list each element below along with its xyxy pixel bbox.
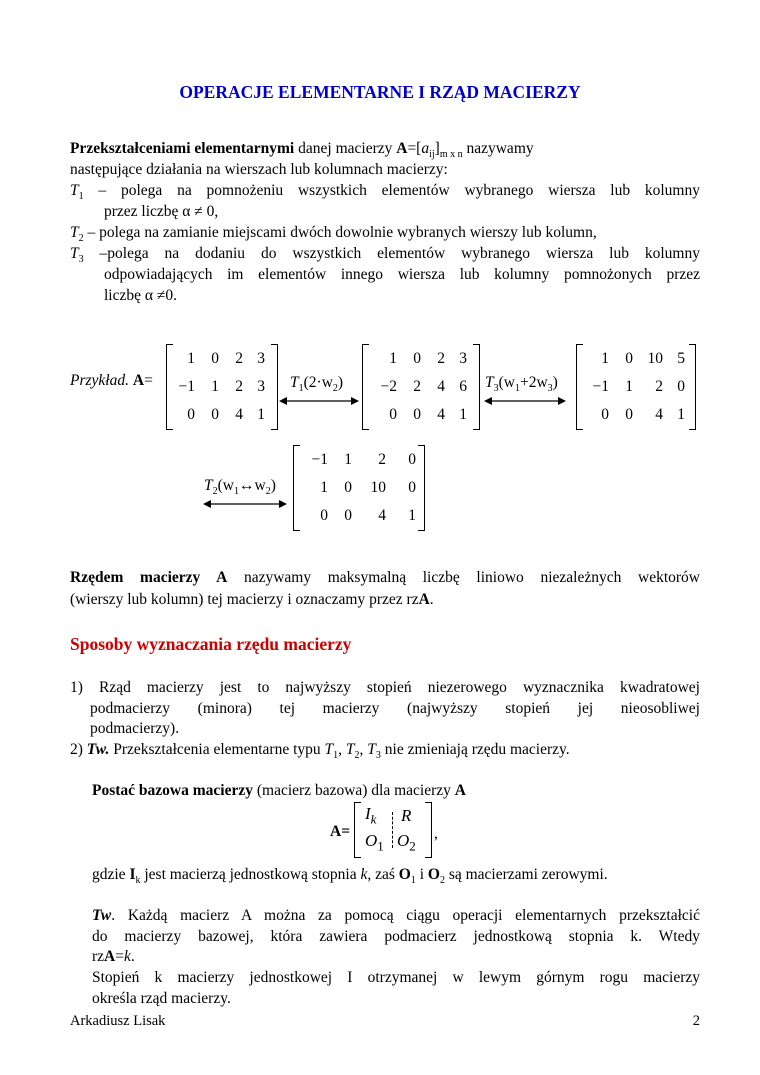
basis-eq-label: A= <box>330 823 351 840</box>
page-title: OPERACJE ELEMENTARNE I RZĄD MACIERZY <box>179 82 581 102</box>
method1-line-1: 1) Rząd macierzy jest to najwyższy stopień niezerowego wyznacznika kwadratowej <box>70 679 700 696</box>
basis-o1: $O_1$ <box>365 831 384 854</box>
op1-label: $T_1(2\cdot w_2)$ <box>290 374 344 395</box>
footer-page-number: 2 <box>692 1013 700 1029</box>
rank-def-line-1: Rzędem macierzy A nazywamy maksymalną liczbę liniowo niezależnych wektorów <box>70 569 700 586</box>
method2-line: 2) Tw. Przekształcenia elementarne typu $T_1$, $T_2$, $T_3$ nie zmieniają rzędu macierzy. <box>70 741 570 762</box>
t2-line-1: $T_2$ – polega na zamianie miejscami dwóch dowolnie wybranych wierszy lub kolumn, <box>70 224 597 245</box>
matrix-2: 1 0 2 3 −2 2 4 6 0 0 4 1 <box>362 344 480 430</box>
basis-divider <box>392 812 393 848</box>
matrix-1: 1 0 2 3 −1 1 2 3 0 0 4 1 <box>166 344 278 430</box>
t1-line-2: przez liczbę α ≠ 0, <box>104 203 219 220</box>
theorem-line-3: rzA=k. <box>92 948 135 965</box>
t1-line-1: $T_1$ – polega na pomnożeniu wszystkich elementów wybranego wiersza lub kolumny <box>70 182 700 203</box>
basis-line: Postać bazowa macierzy (macierz bazowa) dla macierzy A <box>92 782 466 799</box>
intro-line-2: następujące działania na wierszach lub kolumnach macierzy: <box>70 161 448 178</box>
example-label: Przykład. A= <box>70 372 153 389</box>
op3-label: $T_2(w_1\leftrightarrow w_2)$ <box>204 477 276 498</box>
matrix-3: 1 0 10 5 −1 1 2 0 0 0 4 1 <box>576 344 696 430</box>
rank-def-line-2: (wierszy lub kolumn) tej macierzy i oznaczamy przez rzA. <box>70 591 434 608</box>
basis-ik: $I_k$ <box>365 804 377 827</box>
theorem-line-2: do macierzy bazowej, która zawiera podmacierz jednostkową stopnia k. Wtedy <box>92 928 700 945</box>
t3-line-3: liczbę α ≠0. <box>104 287 178 304</box>
basis-r: R <box>401 806 412 825</box>
theorem-line-5: określa rząd macierzy. <box>92 990 231 1007</box>
double-arrow-3-icon <box>203 499 287 509</box>
section-heading: Sposoby wyznaczania rzędu macierzy <box>70 634 352 654</box>
method1-line-3: podmacierzy). <box>90 720 180 737</box>
t3-line-1: $T_3$ –polega na dodaniu do wszystkich elementów wybranego wiersza lub kolumny <box>70 245 700 266</box>
basis-o2: $O_2$ <box>397 831 416 854</box>
double-arrow-1-icon <box>279 396 359 406</box>
basis-comma: , <box>434 825 438 842</box>
footer-author: Arkadiusz Lisak <box>70 1013 166 1029</box>
op2-label: $T_3(w_1+2w_3)$ <box>485 374 558 395</box>
matrix-4: −1 1 2 0 1 0 10 0 0 0 4 1 <box>293 445 425 531</box>
t3-line-2: odpowiadających im elementów innego wiersza lub kolumny pomnożonych przez <box>104 266 700 283</box>
where-line: gdzie $I_k$ jest macierzą jednostkową stopnia k, zaś $O_1$ i $O_2$ są macierzami zerowymi. <box>92 866 608 887</box>
basis-matrix <box>354 802 432 858</box>
double-arrow-2-icon <box>484 396 566 406</box>
theorem-line-1: Tw. Każdą macierz A można za pomocą ciągu operacji elementarnych przekształcić <box>92 907 700 924</box>
theorem-line-4: Stopień k macierzy jednostkowej I otrzymanej w lewym górnym rogu macierzy <box>92 969 700 986</box>
intro-line-1: Przekształceniami elementarnymi danej macierzy $A=[a_{ij}]_{m x n}$ nazywamy <box>70 140 534 161</box>
method1-line-2: podmacierzy (minora) tej macierzy (najwyższy stopień jej nieosobliwej <box>90 700 700 717</box>
